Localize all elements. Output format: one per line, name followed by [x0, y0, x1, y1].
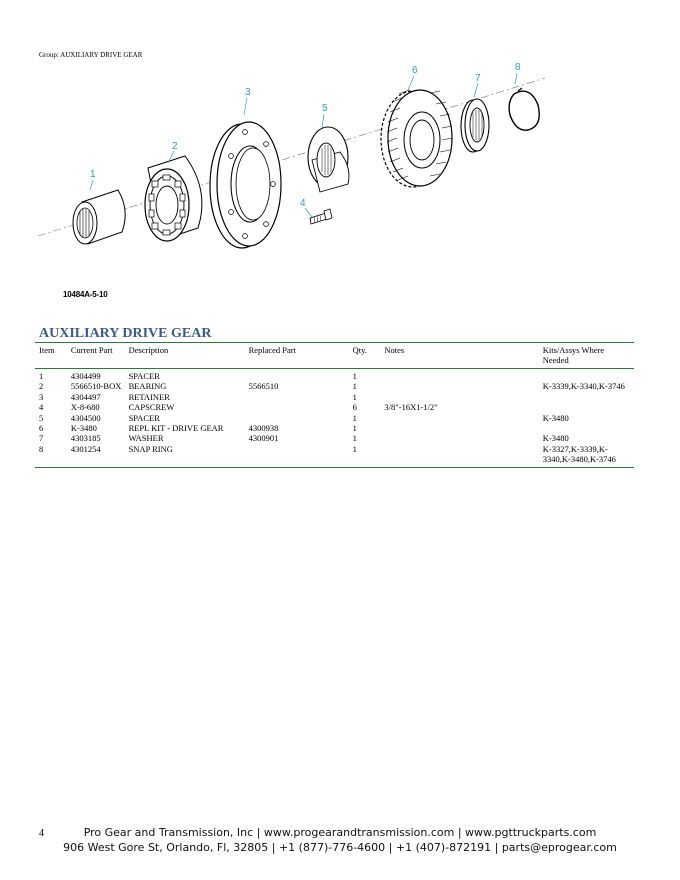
cell-current-part: X-8-680: [70, 402, 100, 413]
cell-description: REPL KIT - DRIVE GEAR: [128, 423, 224, 434]
callout-7: 7: [475, 73, 481, 84]
callout-5: 5: [322, 103, 328, 114]
part-7-washer: [461, 99, 489, 152]
table-row: [35, 381, 634, 391]
header-description: Description: [125, 343, 245, 369]
cell-qty: 1: [349, 444, 381, 467]
header-qty: Qty.: [349, 343, 381, 369]
cell-item: 7: [39, 433, 44, 444]
part-3-retainer: [210, 122, 281, 248]
cell-kits: K-3339,K-3340,K-3746: [542, 381, 625, 392]
cell-replaced-part: [245, 413, 349, 423]
cell-qty: 1: [352, 371, 357, 381]
header-replaced-part: Replaced Part: [245, 343, 349, 369]
cell-description: SNAP RING: [125, 444, 245, 467]
cell-replaced-part: [245, 444, 349, 467]
cell-replaced-part: 4300901: [248, 433, 279, 444]
cell-notes: [380, 369, 538, 382]
section-title: AUXILIARY DRIVE GEAR: [39, 326, 212, 341]
cell-replaced-part: 4300938: [248, 423, 279, 434]
cell-replaced-part: [245, 369, 349, 382]
cell-kits: [539, 423, 634, 433]
cell-notes: [380, 433, 538, 443]
cell-qty: 1: [352, 412, 357, 423]
cell-description: CAPSCREW: [128, 402, 175, 413]
part-4-capscrew: [310, 209, 332, 224]
cell-kits: [539, 392, 634, 402]
cell-description: SPACER: [128, 412, 160, 423]
callout-6: 6: [412, 65, 418, 76]
cell-kits: [539, 402, 634, 412]
callout-2: 2: [172, 141, 178, 152]
table-row: [35, 413, 634, 423]
cell-kits: [539, 369, 634, 382]
cell-qty: 1: [352, 433, 357, 444]
table-row: [35, 369, 634, 382]
cell-kits: K-3480: [542, 433, 569, 444]
cell-description: SPACER: [128, 371, 160, 381]
header-current-part: Current Part: [67, 343, 125, 369]
part-8-snap-ring: [509, 88, 539, 130]
exploded-parts-diagram: [30, 60, 550, 310]
cell-description: BEARING: [128, 381, 167, 392]
cell-current-part: K-3480: [70, 423, 97, 434]
callout-4: 4: [300, 198, 306, 209]
cell-qty: 1: [352, 381, 357, 392]
cell-item: 8: [35, 444, 67, 467]
cell-qty: 1: [352, 423, 357, 434]
callout-1: 1: [90, 169, 96, 180]
group-line: Group: AUXILIARY DRIVE GEAR: [39, 51, 143, 59]
callout-8: 8: [515, 62, 521, 73]
table-row: [35, 392, 634, 402]
cell-kits: K-3480: [542, 412, 569, 423]
cell-current-part: 4303185: [70, 433, 101, 444]
footer-company-line: Pro Gear and Transmission, Inc | www.progearandtransmission.com | www.pgttruckparts.com: [83, 826, 597, 839]
cell-notes: [380, 423, 538, 433]
cell-current-part: 5566510-BOX: [70, 381, 122, 392]
cell-qty: 6: [352, 402, 357, 413]
cell-item: 3: [39, 391, 44, 402]
part-1-spacer: [73, 190, 125, 244]
cell-description: RETAINER: [128, 391, 170, 402]
part-6-drive-gear: [381, 90, 452, 187]
table-row: [35, 402, 634, 412]
page-number: 4: [39, 828, 44, 839]
cell-item: 1: [39, 371, 44, 381]
footer-address-line: 906 West Gore St, Orlando, Fl, 32805 | +1 (877)-776-4600 | +1 (407)-872191 | parts@eprogear.com: [63, 841, 617, 854]
table-header-row: [35, 343, 634, 369]
cell-qty: 1: [352, 391, 357, 402]
cell-kits: K-3327,K-3339,K-3340,K-3480,K-3746: [539, 444, 634, 467]
cell-notes: 3/8"-16X1-1/2": [384, 402, 438, 413]
cell-current-part: 4301254: [67, 444, 125, 467]
cell-replaced-part: [245, 392, 349, 402]
table-row: [35, 433, 634, 443]
header-item: Item: [35, 343, 67, 369]
part-5-spacer: [308, 127, 349, 192]
header-kits: Kits/Assys Where Needed: [539, 343, 634, 369]
cell-current-part: 4304500: [70, 412, 101, 423]
parts-table: [35, 342, 634, 468]
cell-replaced-part: 5566510: [248, 381, 279, 392]
cell-item: 5: [39, 412, 44, 423]
cell-description: WASHER: [128, 433, 164, 444]
cell-notes: [380, 444, 538, 467]
cell-notes: [380, 381, 538, 391]
header-notes: Notes: [380, 343, 538, 369]
cell-item: 6: [39, 423, 44, 434]
callout-3: 3: [245, 87, 251, 98]
cell-current-part: 4304497: [70, 391, 101, 402]
cell-item: 2: [39, 381, 44, 392]
cell-current-part: 4304499: [70, 371, 101, 381]
table-row: [35, 423, 634, 433]
table-row: [35, 444, 634, 467]
part-2-bearing: [145, 156, 202, 241]
cell-notes: [380, 413, 538, 423]
cell-notes: [380, 392, 538, 402]
diagram-code: 10484A-5-10: [63, 290, 108, 299]
cell-replaced-part: [245, 402, 349, 412]
cell-item: 4: [39, 402, 44, 413]
